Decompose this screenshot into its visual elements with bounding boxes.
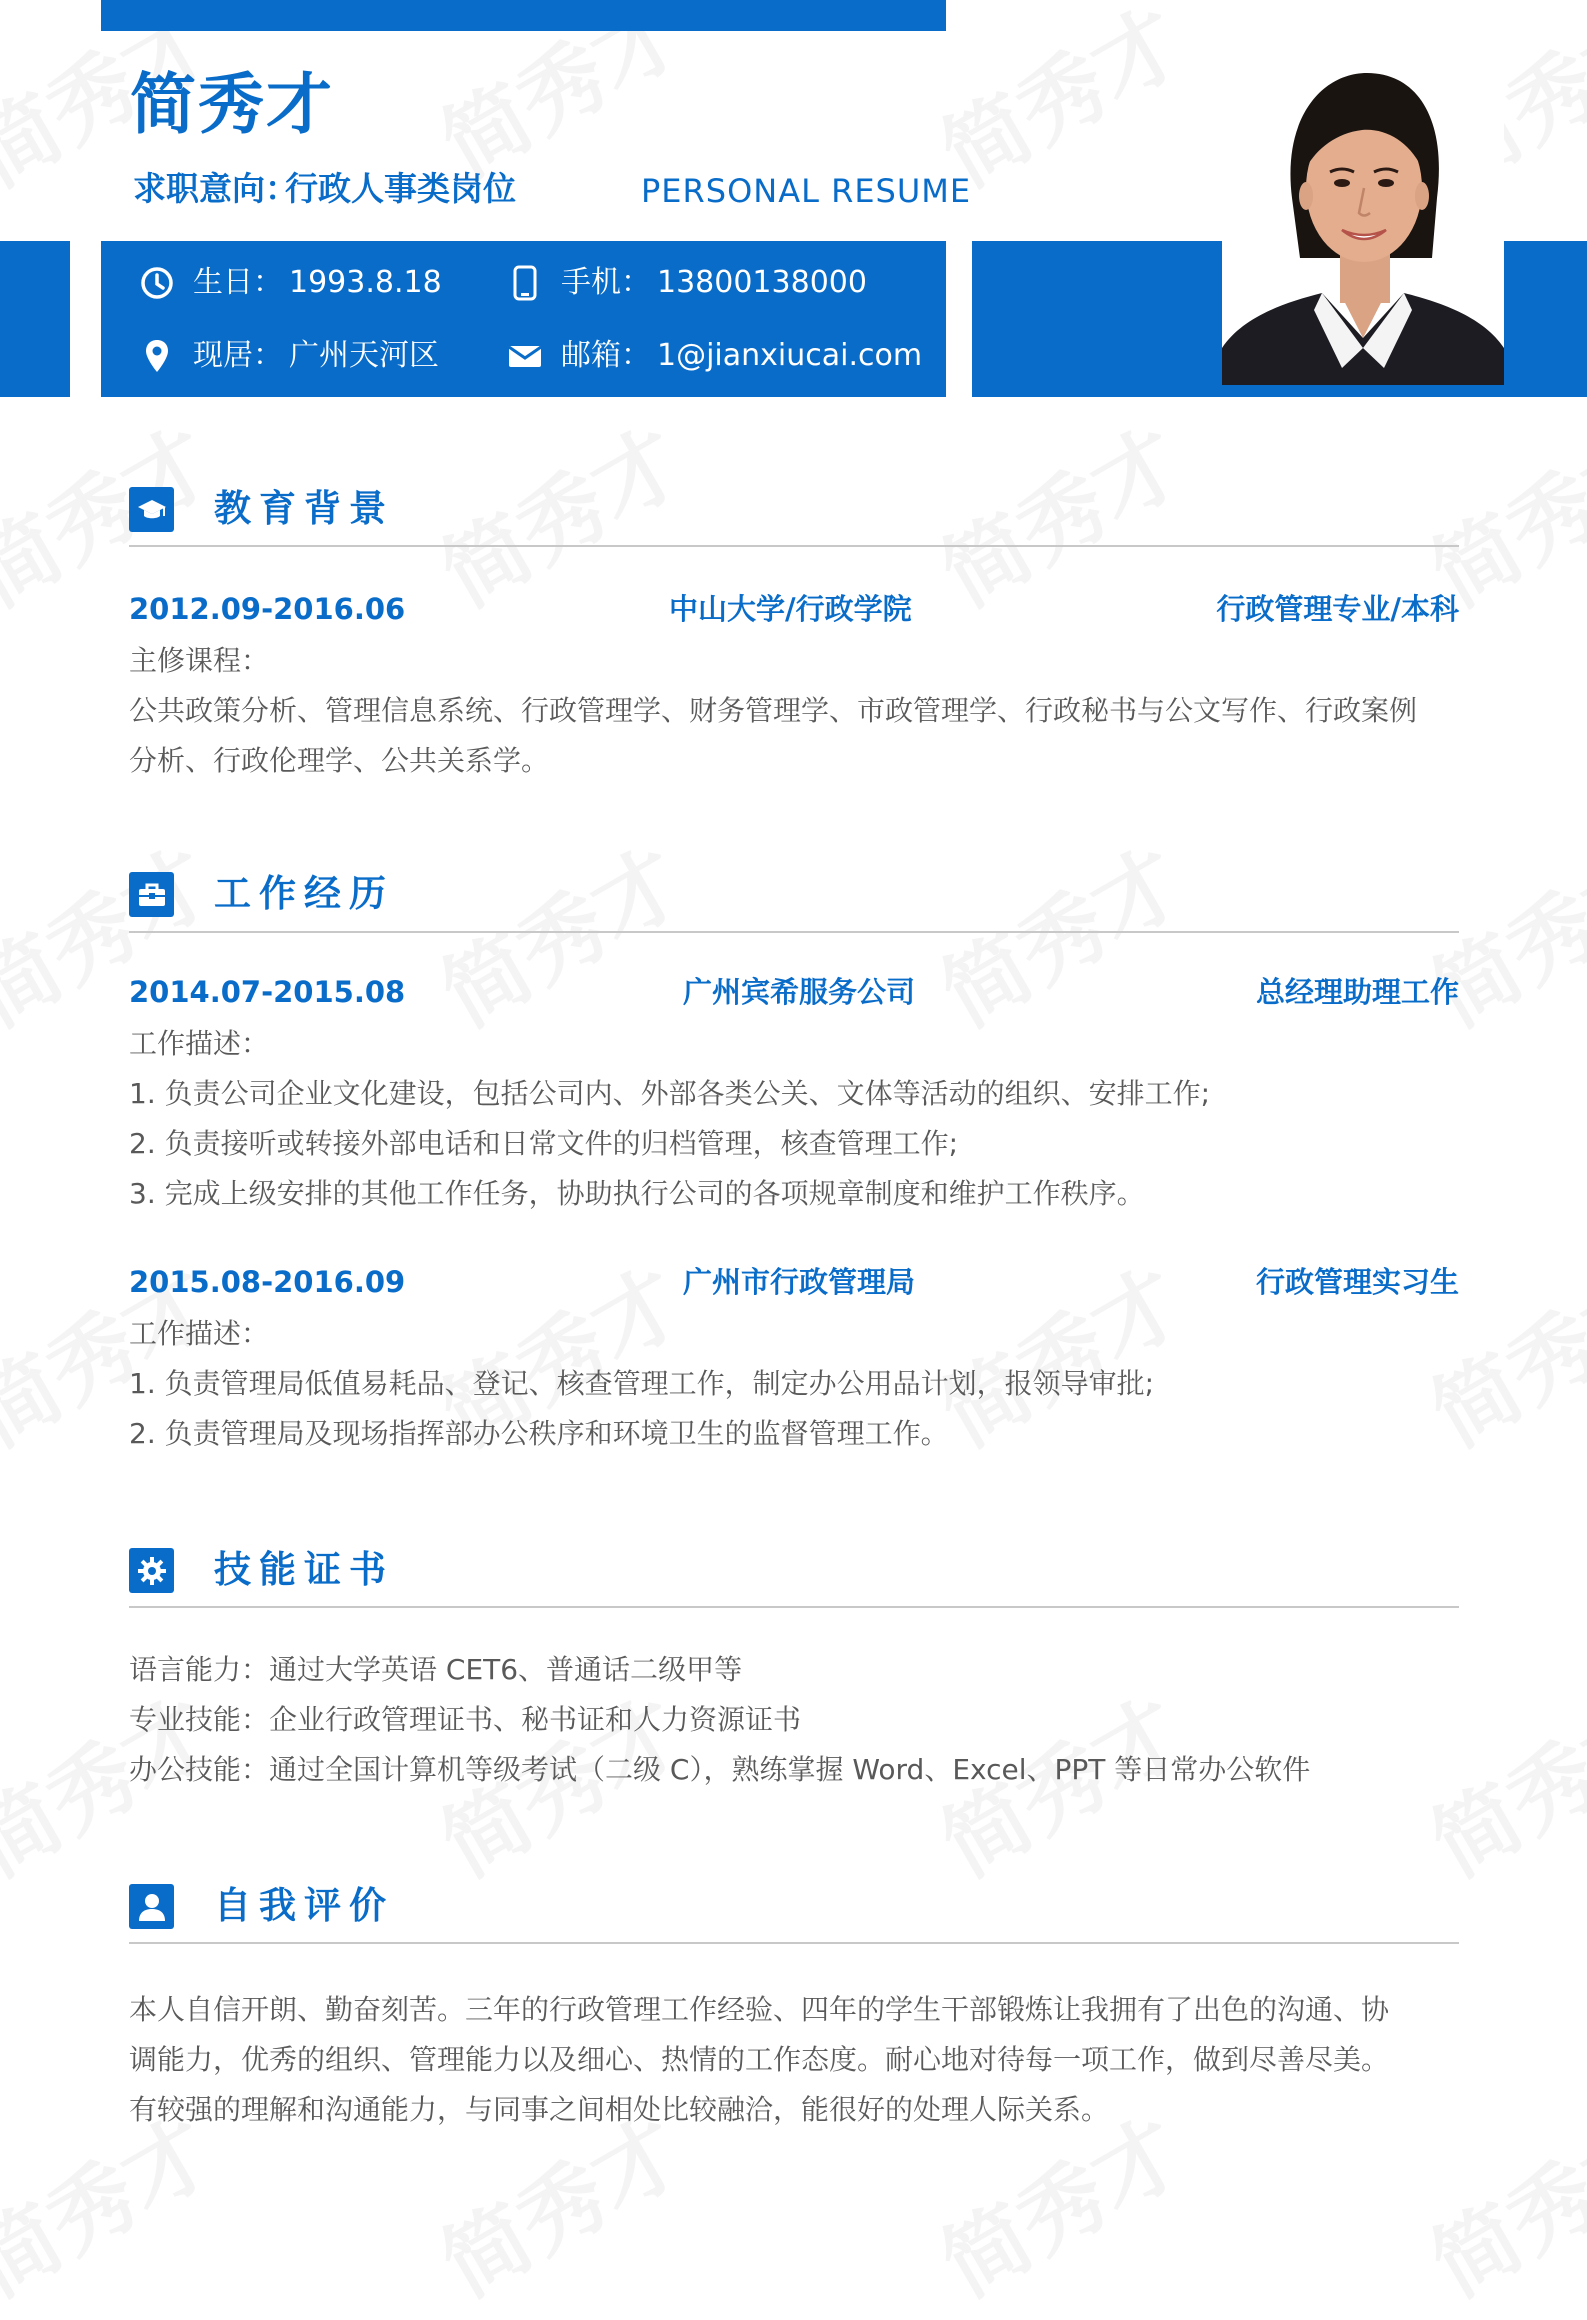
candidate-name: 简秀才 — [130, 66, 334, 143]
job-position: 总经理助理工作 — [1255, 975, 1459, 1009]
email-label: 邮箱： — [561, 338, 651, 373]
address-label: 现居： — [193, 338, 283, 373]
section-title-education: 教育背景 — [214, 487, 394, 530]
job-desc-label: 工作描述： — [129, 1027, 270, 1060]
section-divider — [129, 931, 1459, 933]
birthday-row — [139, 265, 442, 301]
watermark — [916, 394, 1201, 630]
skill-line: 专业技能：企业行政管理证书、秘书证和人力资源证书 — [129, 1703, 802, 1736]
header-top-bar — [101, 0, 946, 31]
email-row — [507, 338, 922, 374]
contact-info-box — [101, 241, 946, 397]
courses-label: 主修课程： — [129, 644, 270, 677]
section-title-work: 工作经历 — [214, 872, 394, 915]
birthday-value: 1993.8.18 — [289, 265, 442, 300]
skill-line: 语言能力：通过大学英语 CET6、普通话二级甲等 — [129, 1653, 743, 1686]
job-company: 广州宾希服务公司 — [683, 975, 916, 1009]
job-period: 2014.07-2015.08 — [129, 975, 406, 1009]
education-major: 行政管理专业/本科 — [1216, 592, 1459, 626]
watermark — [1406, 1664, 1587, 1900]
phone-label: 手机： — [561, 265, 651, 300]
job-desc-label: 工作描述： — [129, 1317, 270, 1350]
education-school: 中山大学/行政学院 — [669, 592, 912, 626]
resume-subtitle: PERSONAL RESUME — [641, 172, 972, 210]
self-eval-line: 调能力，优秀的组织、管理能力以及细心、热情的工作态度。耐心地对待每一项工作，做到尽善尽美。 — [129, 2043, 1390, 2076]
education-period: 2012.09-2016.06 — [129, 592, 406, 626]
watermark — [416, 394, 701, 630]
job-intent-value: 行政人事类岗位 — [285, 169, 516, 208]
job-desc-item: 1. 负责公司企业文化建设，包括公司内、外部各类公关、文体等活动的组织、安排工作; — [129, 1077, 1211, 1110]
section-divider — [129, 1606, 1459, 1608]
job-intent-label: 求职意向： — [133, 169, 298, 208]
briefcase-icon — [129, 872, 174, 917]
section-divider — [129, 1942, 1459, 1944]
watermark — [916, 1234, 1201, 1470]
job-desc-item: 2. 负责管理局及现场指挥部办公秩序和环境卫生的监督管理工作。 — [129, 1417, 949, 1450]
section-title-self-eval: 自我评价 — [214, 1884, 394, 1927]
header-accent-left — [0, 241, 70, 397]
profile-photo — [1222, 48, 1504, 385]
self-eval-line: 有较强的理解和沟通能力，与同事之间相处比较融洽，能很好的处理人际关系。 — [129, 2093, 1110, 2126]
phone-value: 13800138000 — [657, 265, 867, 300]
self-eval-line: 本人自信开朗、勤奋刻苦。三年的行政管理工作经验、四年的学生干部锻炼让我拥有了出色的沟通、协 — [129, 1993, 1390, 2026]
gear-icon — [129, 1548, 174, 1593]
job-desc-item: 3. 完成上级安排的其他工作任务，协助执行公司的各项规章制度和维护工作秩序。 — [129, 1177, 1145, 1210]
address-row — [139, 338, 439, 374]
mail-icon — [507, 338, 543, 374]
courses-line: 公共政策分析、管理信息系统、行政管理学、财务管理学、市政管理学、行政秘书与公文写作、行政案例 — [129, 694, 1418, 727]
courses-line: 分析、行政伦理学、公共关系学。 — [129, 744, 550, 777]
job-position: 行政管理实习生 — [1255, 1265, 1459, 1299]
phone-icon — [507, 265, 543, 301]
job-desc-item: 2. 负责接听或转接外部电话和日常文件的归档管理，核查管理工作; — [129, 1127, 959, 1160]
location-icon — [139, 338, 175, 374]
user-icon — [129, 1884, 174, 1929]
watermark — [1406, 2084, 1587, 2320]
job-company: 广州市行政管理局 — [683, 1265, 916, 1299]
clock-icon — [139, 265, 175, 301]
birthday-label: 生日： — [193, 265, 283, 300]
section-title-skills: 技能证书 — [214, 1548, 394, 1591]
job-period: 2015.08-2016.09 — [129, 1265, 406, 1299]
job-desc-item: 1. 负责管理局低值易耗品、登记、核查管理工作，制定办公用品计划，报领导审批; — [129, 1367, 1155, 1400]
email-value: 1@jianxiucai.com — [657, 338, 923, 373]
address-value: 广州天河区 — [289, 338, 439, 373]
section-divider — [129, 545, 1459, 547]
skill-line: 办公技能：通过全国计算机等级考试（二级 C），熟练掌握 Word、Excel、PPT 等日常办公软件 — [129, 1753, 1311, 1786]
phone-row — [507, 265, 867, 301]
graduation-cap-icon — [129, 487, 174, 532]
